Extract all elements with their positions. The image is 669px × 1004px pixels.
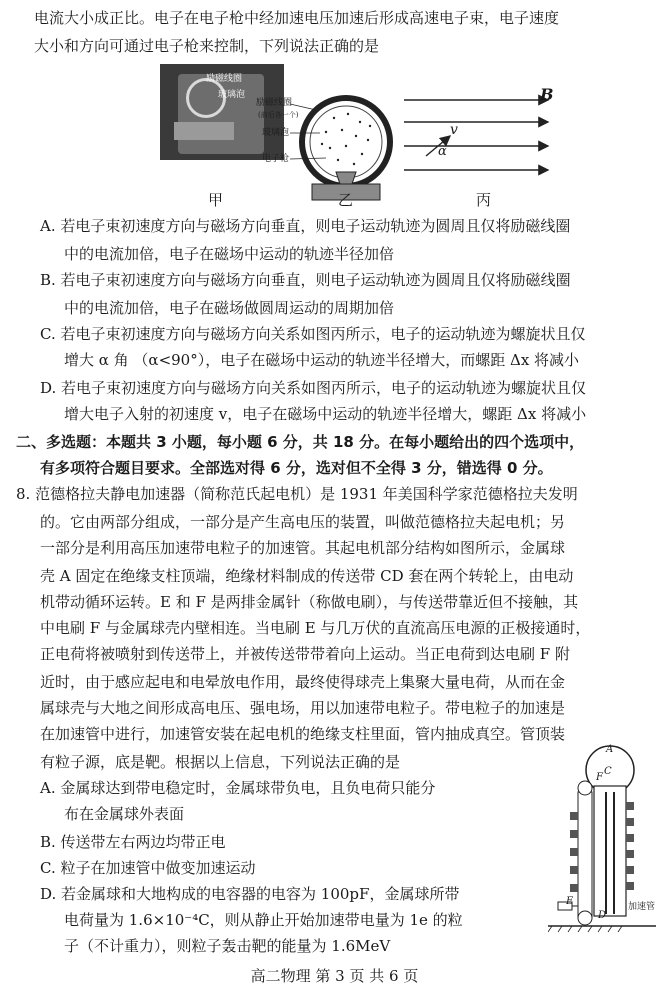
belt-left	[578, 792, 592, 918]
q7-option-c-1: C. 若电子束初速度方向与磁场方向关系如图丙所示，电子的运动轨迹为螺旋状且仅	[40, 325, 586, 343]
q7-option-a-2: 中的电流加倍，电子在磁场中运动的轨迹半径加倍	[64, 245, 395, 263]
q8-option-b: B. 传送带左右两边均带正电	[40, 833, 226, 851]
q8-line-6: 中电刷 F 与金属球壳内壁相连。当电刷 E 与几万伏的直流高压电源的正极接通时，	[40, 619, 591, 637]
q8-line-1: 8. 范德格拉夫静电加速器（简称范氏起电机）是 1931 年美国科学家范德格拉夫发明	[16, 485, 578, 503]
gen-label-f: F	[596, 772, 603, 783]
yi-label-coil-note: (前后各一个)	[258, 111, 299, 119]
roller-bottom	[578, 911, 592, 925]
gen-label-c: C	[604, 766, 612, 777]
yi-leader-lines	[290, 100, 330, 164]
yi-label-coil: 励磁线圈	[256, 98, 293, 108]
section-heading-2: 有多项符合题目要求。全部选对得 6 分，选对但不全得 3 分，错选得 0 分。	[40, 459, 553, 477]
q8-option-c: C. 粒子在加速管中做变加速运动	[40, 859, 256, 877]
angle-label-alpha: α	[438, 144, 447, 159]
page-footer: 高二物理 第 3 页 共 6 页	[250, 967, 419, 985]
q8-line-4: 壳 A 固定在绝缘支柱顶端，绝缘材料制成的传送带 CD 套在两个转轮上，由电动	[40, 567, 574, 585]
caption-yi: 乙	[338, 191, 354, 209]
q8-option-d-2: 电荷量为 1.6×10⁻⁴C，则从静止开始加速带电量为 1e 的粒	[64, 911, 463, 929]
gen-label-a: A	[606, 744, 614, 755]
intro-line-1: 电流大小成正比。电子在电子枪中经加速电压加速后形成高速电子束，电子速度	[34, 9, 560, 27]
caption-jia: 甲	[208, 191, 224, 209]
q7-option-d-1: D. 若电子束初速度方向与磁场方向关系如图丙所示，电子的运动轨迹为螺旋状且仅	[40, 379, 587, 397]
gen-label-tube: 加速管	[628, 902, 656, 912]
q8-line-9: 属球壳与大地之间形成高电压、强电场，用以加速带电粒子。带电粒子的加速是	[40, 699, 566, 717]
yi-label-gun: 电子枪	[262, 154, 290, 164]
photo-label-bulb: 玻璃泡	[218, 90, 246, 100]
q7-option-d-2: 增大电子入射的初速度 v，电子在磁场中运动的轨迹半径增大，螺距 Δx 将减小	[64, 405, 587, 423]
q8-line-8: 近时，由于感应起电和电晕放电作用，最终使得球壳上集聚大量电荷，从而在金	[40, 673, 566, 691]
field-diagram	[398, 85, 558, 186]
q8-option-d-1: D. 若金属球和大地构成的电容器的电容为 100pF，金属球所带	[40, 885, 460, 903]
q8-option-a-2: 布在金属球外表面	[64, 805, 185, 823]
q8-line-2: 的。它由两部分组成，一部分是产生高电压的装置，叫做范德格拉夫起电机；另	[40, 513, 566, 531]
q8-line-10: 在加速管中进行，加速管安装在起电机的绝缘支柱里面，管内抽成真空。管顶装	[40, 725, 566, 743]
q7-option-c-2: 增大 α 角 （α<90°），电子在磁场中运动的轨迹半径增大，而螺距 Δx 将减小	[64, 351, 580, 369]
roller-top	[578, 781, 592, 795]
section-heading-1: 二、多选题：本题共 3 小题，每小题 6 分，共 18 分。在每小题给出的四个选项中，	[16, 433, 585, 451]
velocity-label-v: v	[450, 122, 458, 138]
intro-line-2: 大小和方向可通过电子枪来控制，下列说法正确的是	[34, 37, 380, 55]
q8-line-3: 一部分是利用高压加速带电粒子的加速管。其起电机部分结构如图所示，金属球	[40, 539, 566, 557]
q7-option-a-1: A. 若电子束初速度方向与磁场方向垂直，则电子运动轨迹为圆周且仅将励磁线圈	[40, 217, 571, 235]
q8-line-5: 机带动循环运转。E 和 F 是两排金属针（称做电刷），与传送带靠近但不接触，其	[40, 593, 579, 611]
field-label-b: B	[540, 85, 554, 104]
q8-option-d-3: 子（不计重力），则粒子轰击靶的能量为 1.6MeV	[64, 937, 391, 955]
photo-label-coil: 励磁线圈	[206, 74, 243, 84]
gen-label-d: D	[598, 910, 607, 921]
q8-line-7: 正电荷将被喷射到传送带上，并被传送带带着向上运动。当正电荷到达电刷 F 附	[40, 645, 570, 663]
q8-line-11: 有粒子源，底是靶。根据以上信息，下列说法正确的是	[40, 753, 401, 771]
q8-option-a-1: A. 金属球达到带电稳定时，金属球带负电，且负电荷只能分	[40, 779, 436, 797]
q7-option-b-2: 中的电流加倍，电子在磁场做圆周运动的周期加倍	[64, 299, 395, 317]
caption-bing: 丙	[476, 191, 492, 209]
gen-label-e: E	[566, 896, 574, 907]
insulating-column	[594, 786, 626, 916]
yi-label-bulb: 玻璃泡	[262, 128, 290, 138]
q7-option-b-1: B. 若电子束初速度方向与磁场方向垂直，则电子运动轨迹为圆周且仅将励磁线圈	[40, 271, 571, 289]
